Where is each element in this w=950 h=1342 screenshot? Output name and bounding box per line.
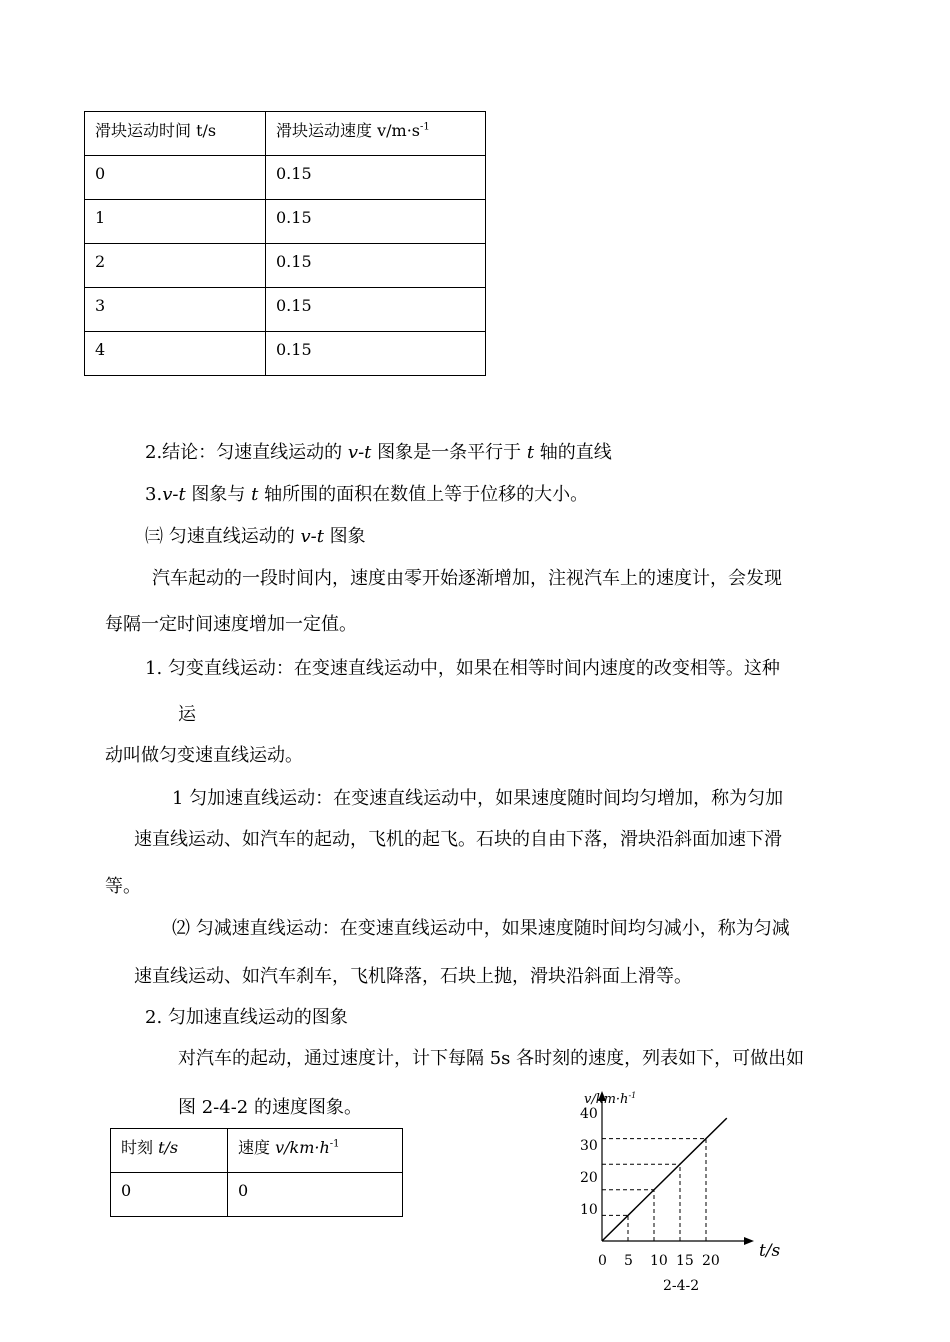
conclusion-line: 2.结论：匀速直线运动的 v-t 图象是一条平行于 t 轴的直线 xyxy=(145,442,612,463)
table-row xyxy=(85,156,486,200)
paragraph-text: 2. 匀加速直线运动的图象 xyxy=(145,1007,348,1028)
figure-caption: 2-4-2 xyxy=(663,1278,700,1294)
table-cell: 0.15 xyxy=(266,244,486,288)
table-cell: 0 xyxy=(111,1173,228,1217)
x-axis-label: t/s xyxy=(759,1241,781,1261)
paragraph-text: 等。 xyxy=(105,876,141,897)
table-cell: 0.15 xyxy=(266,332,486,376)
paragraph-text: 运 xyxy=(178,704,196,725)
x-tick-label: 5 xyxy=(624,1253,633,1269)
y-tick-label: 20 xyxy=(580,1170,598,1186)
table-row xyxy=(85,200,486,244)
table-cell: 0 xyxy=(228,1173,403,1217)
table-header-velocity: 滑块运动速度 $v/m\cdot s^{-1}$ xyxy=(266,112,486,156)
table-cell: 0.15 xyxy=(266,156,486,200)
y-axis-label: $v/km\cdot h^{-1}$ xyxy=(584,1091,637,1107)
velocity-line xyxy=(602,1118,727,1241)
table-row xyxy=(85,244,486,288)
table-header-time: 滑块运动时间 t/s xyxy=(85,112,266,156)
x-tick-label: 0 xyxy=(598,1253,607,1269)
table-cell: 3 xyxy=(85,288,266,332)
paragraph-text: 动叫做匀变速直线运动。 xyxy=(105,745,303,766)
paragraph-text: ⑵ 匀减速直线运动：在变速直线运动中，如果速度随时间均匀减小，称为匀减 xyxy=(172,918,790,939)
table-row xyxy=(85,288,486,332)
area-line: 3.v-t 图象与 t 轴所围的面积在数值上等于位移的大小。 xyxy=(145,484,589,505)
x-tick-label: 10 xyxy=(650,1253,668,1269)
paragraph-text: 速直线运动、如汽车刹车，飞机降落，石块上抛，滑块沿斜面上滑等。 xyxy=(134,966,692,987)
paragraph-text: 1. 匀变直线运动：在变速直线运动中，如果在相等时间内速度的改变相等。这种 xyxy=(145,658,780,679)
table-cell: 0.15 xyxy=(266,288,486,332)
table-cell: 0 xyxy=(85,156,266,200)
paragraph-text: 速直线运动、如汽车的起动，飞机的起飞。石块的自由下落，滑块沿斜面加速下滑 xyxy=(134,829,782,850)
paragraph-text: 对汽车的起动，通过速度计，计下每隔 5s 各时刻的速度，列表如下，可做出如 xyxy=(178,1048,805,1069)
slider-velocity-table xyxy=(84,111,486,376)
paragraph-text: 图 2-4-2 的速度图象。 xyxy=(178,1097,362,1118)
table-row xyxy=(85,332,486,376)
table-header-speed: 速度 $v/km\cdot h^{-1}$ xyxy=(228,1129,403,1173)
y-tick-label: 30 xyxy=(580,1138,598,1154)
table-cell: 1 xyxy=(85,200,266,244)
x-tick-label: 20 xyxy=(702,1253,720,1269)
table-cell: 0.15 xyxy=(266,200,486,244)
paragraph-text: 每隔一定时间速度增加一定值。 xyxy=(105,614,357,635)
velocity-time-chart xyxy=(570,1085,800,1295)
x-tick-label: 15 xyxy=(676,1253,694,1269)
y-tick-label: 10 xyxy=(580,1202,598,1218)
paragraph-text: 1 匀加速直线运动：在变速直线运动中，如果速度随时间均匀增加，称为匀加 xyxy=(172,788,784,809)
car-velocity-table xyxy=(110,1128,403,1217)
x-axis-arrow xyxy=(744,1237,754,1245)
table-row xyxy=(111,1173,403,1217)
table-cell: 4 xyxy=(85,332,266,376)
table-header-moment: 时刻 t/s xyxy=(111,1129,228,1173)
paragraph-text: 汽车起动的一段时间内，速度由零开始逐渐增加，注视汽车上的速度计，会发现 xyxy=(152,568,782,589)
table-cell: 2 xyxy=(85,244,266,288)
y-tick-label: 40 xyxy=(580,1106,598,1122)
section-heading: ㈢ 匀速直线运动的 v-t 图象 xyxy=(145,526,366,547)
